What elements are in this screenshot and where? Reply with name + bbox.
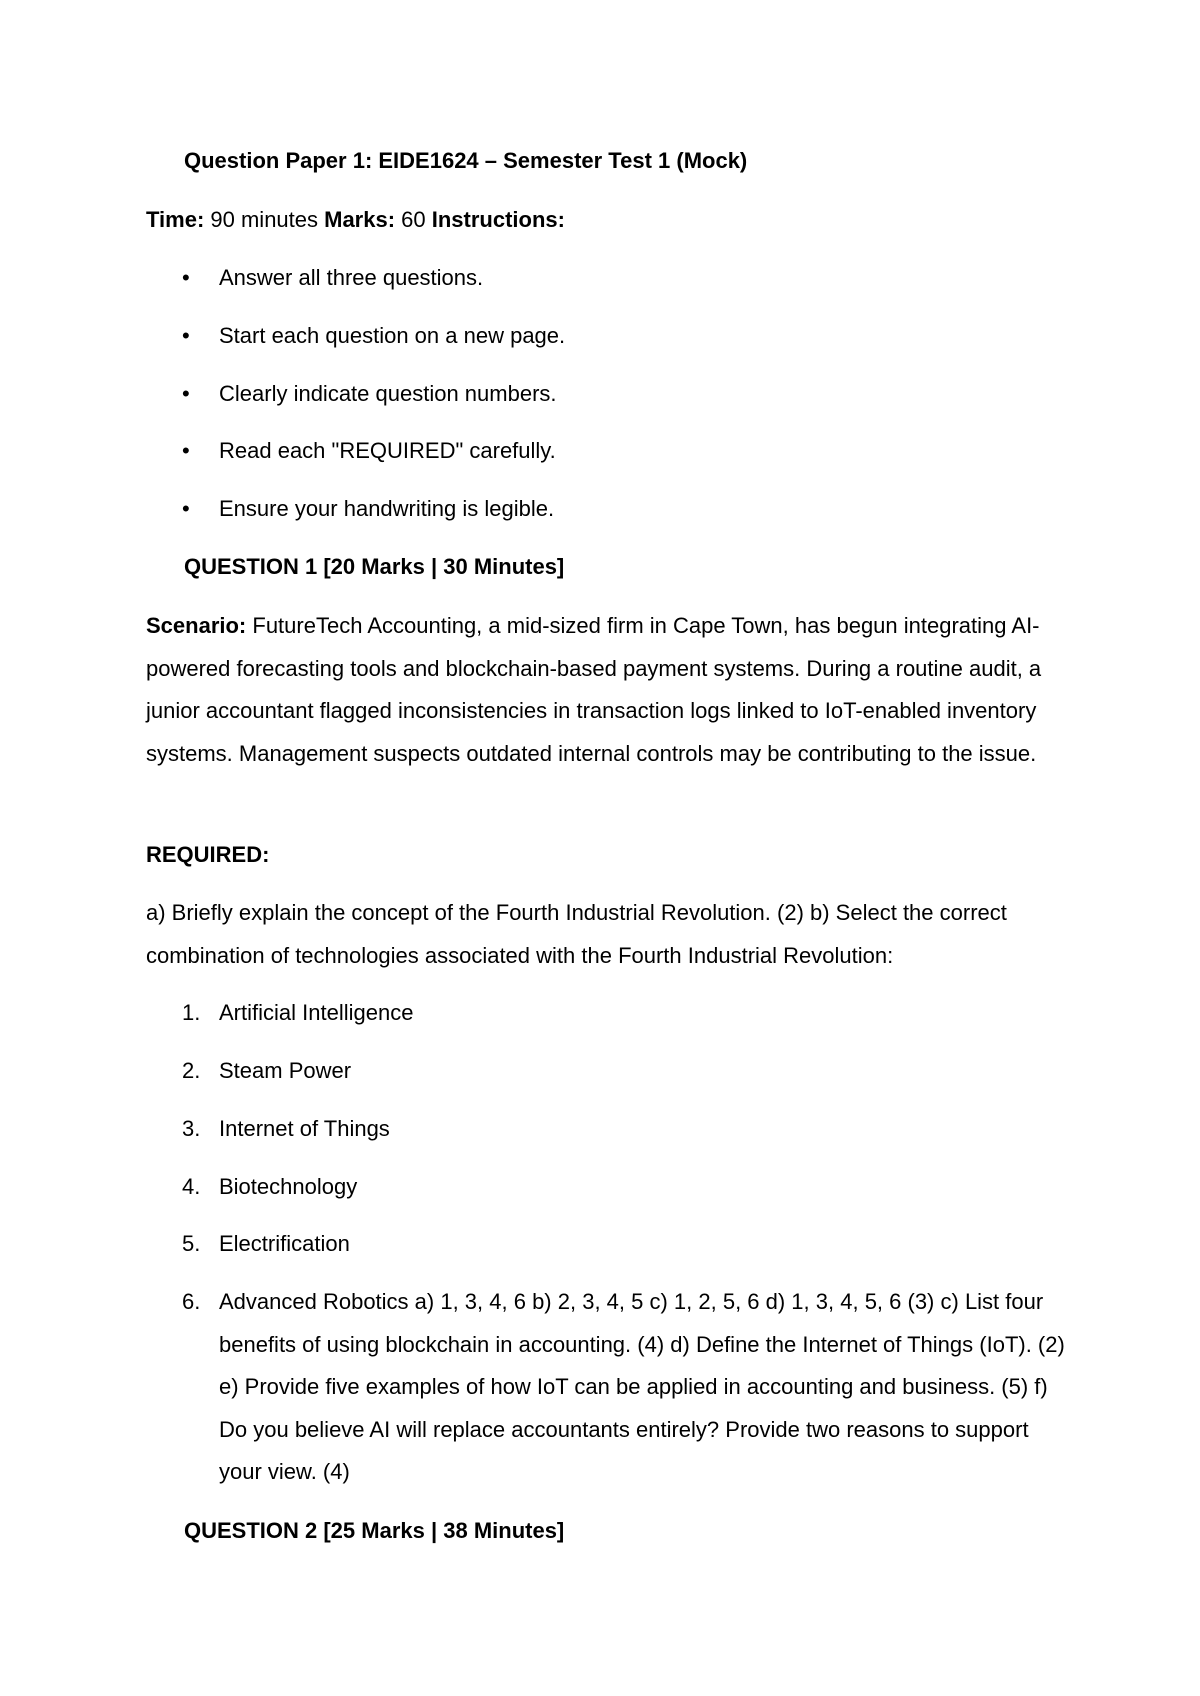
option-text: Artificial Intelligence — [219, 1000, 414, 1025]
instructions-label: Instructions: — [431, 207, 565, 232]
option-text-with-subparts: Advanced Robotics a) 1, 3, 4, 6 b) 2, 3, 4, 5 c) 1, 2, 5, 6 d) 1, 3, 4, 5, 6 (3) c) List four benefits of using blockchain in accounting. (4) d) Define the Internet of Things (IoT). (2) e) Provide five examples of how IoT can be applied in accounting and business. (5) f) Do you believe AI will replace accountants entirely? Provide two reasons to support your view. (4) — [219, 1289, 1065, 1484]
option-number: 6. — [182, 1289, 201, 1314]
required-label: REQUIRED: — [146, 842, 270, 867]
bullet-icon: • — [182, 496, 190, 521]
marks-value: 60 — [395, 207, 432, 232]
question-1-parts-ab: a) Briefly explain the concept of the Fourth Industrial Revolution. (2) b) Select the correct combination of technologies associated with the Fourth Industrial Revolution: — [146, 900, 1007, 968]
instruction-item: Read each "REQUIRED" carefully. — [219, 438, 556, 463]
option-number: 3. — [182, 1116, 201, 1141]
scenario-label: Scenario: — [146, 613, 247, 638]
exam-meta-line — [146, 206, 565, 234]
option-text: Biotechnology — [219, 1174, 358, 1199]
option-text: Steam Power — [219, 1058, 352, 1083]
question-2-heading: QUESTION 2 [25 Marks | 38 Minutes] — [184, 1518, 565, 1543]
time-colon: : — [196, 207, 205, 232]
instruction-item: Clearly indicate question numbers. — [219, 381, 557, 406]
bullet-icon: • — [182, 381, 190, 406]
option-number: 2. — [182, 1058, 201, 1083]
option-number: 4. — [182, 1174, 201, 1199]
option-number: 1. — [182, 1000, 201, 1025]
marks-label: Marks: — [324, 207, 396, 232]
option-number: 5. — [182, 1231, 201, 1256]
option-text: Internet of Things — [219, 1116, 390, 1141]
bullet-icon: • — [182, 265, 190, 290]
instruction-item: Ensure your handwriting is legible. — [219, 496, 555, 521]
scenario-text: FutureTech Accounting, a mid-sized firm in Cape Town, has begun integrating AI-powered forecasting tools and blockchain-based payment systems. During a routine audit, a junior accountant flagged inconsistencies in transaction logs linked to IoT-enabled inventory systems. Management suspects outdated internal controls may be contributing to the issue. — [146, 613, 1042, 766]
option-text: Electrification — [219, 1231, 350, 1256]
bullet-icon: • — [182, 438, 190, 463]
instruction-item: Answer all three questions. — [219, 265, 484, 290]
bullet-icon: • — [182, 323, 190, 348]
instruction-item: Start each question on a new page. — [219, 323, 566, 348]
scenario-paragraph — [146, 605, 1086, 775]
paper-title: Question Paper 1: EIDE1624 – Semester Test 1 (Mock) — [184, 148, 748, 173]
time-value: 90 minutes — [204, 207, 325, 232]
time-label: Time — [146, 207, 197, 232]
question-1-heading: QUESTION 1 [20 Marks | 30 Minutes] — [184, 554, 565, 579]
